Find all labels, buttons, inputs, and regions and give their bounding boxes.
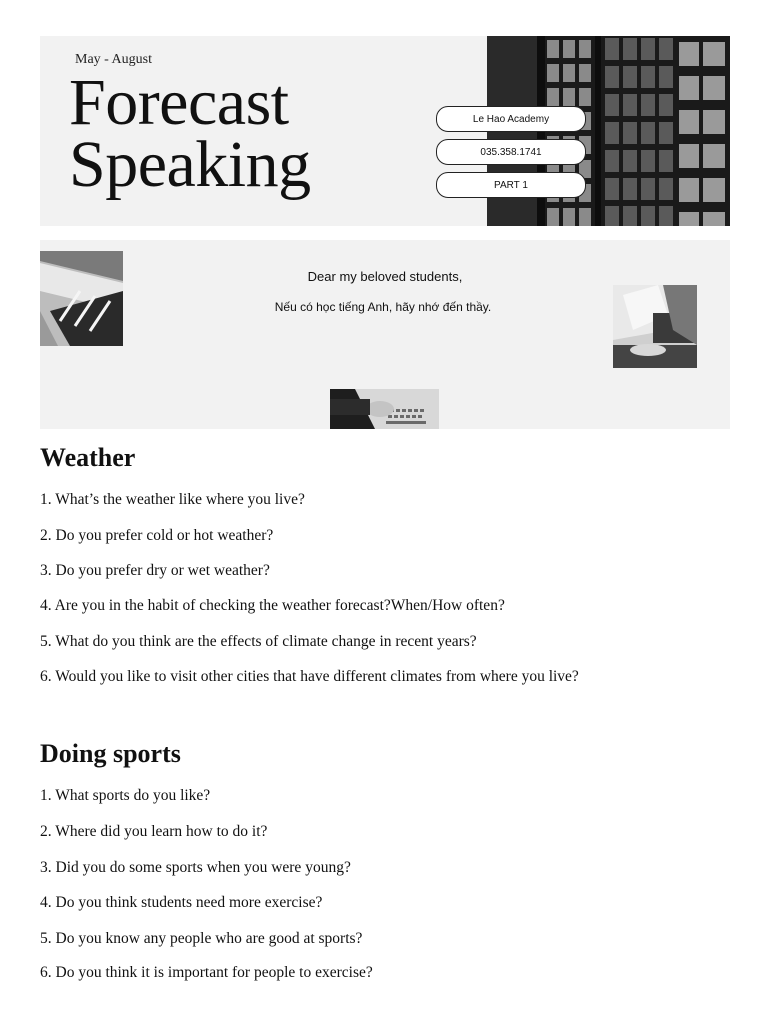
phone-pill: 035.358.1741 — [436, 139, 586, 165]
header-banner — [40, 36, 730, 226]
laptop-photo — [330, 389, 439, 429]
date-range: May - August — [75, 52, 152, 67]
question-item: 5. Do you know any people who are good at sports? — [40, 930, 363, 947]
question-item: 4. Do you think students need more exercise? — [40, 894, 323, 911]
architecture-photo — [40, 251, 123, 346]
academy-pill: Le Hao Academy — [436, 106, 586, 132]
question-item: 6. Do you think it is important for people to exercise? — [40, 964, 373, 981]
question-item: 3. Do you prefer dry or wet weather? — [40, 562, 270, 579]
question-item: 2. Do you prefer cold or hot weather? — [40, 527, 274, 544]
title-line-2: Speaking — [69, 128, 311, 201]
page-title — [69, 66, 311, 201]
title-line-1: Forecast — [69, 66, 289, 139]
question-item: 3. Did you do some sports when you were young? — [40, 859, 351, 876]
section-title-weather: Weather — [40, 443, 136, 472]
greeting-text: Dear my beloved students, — [307, 269, 463, 284]
greeting-message: Nếu có học tiếng Anh, hãy nhớ đến thầy. — [274, 300, 492, 314]
letter-panel — [40, 240, 730, 429]
question-item: 1. What’s the weather like where you live? — [40, 491, 305, 508]
question-item: 5. What do you think are the effects of climate change in recent years? — [40, 633, 477, 650]
part-pill: PART 1 — [436, 172, 586, 198]
section-title-doing-sports: Doing sports — [40, 739, 181, 768]
question-item: 2. Where did you learn how to do it? — [40, 823, 268, 840]
question-item: 1. What sports do you like? — [40, 787, 211, 804]
question-item: 4. Are you in the habit of checking the weather forecast?When/How often? — [40, 597, 505, 614]
question-item: 6. Would you like to visit other cities that have different climates from where you live? — [40, 668, 579, 685]
office-photo — [613, 285, 697, 368]
